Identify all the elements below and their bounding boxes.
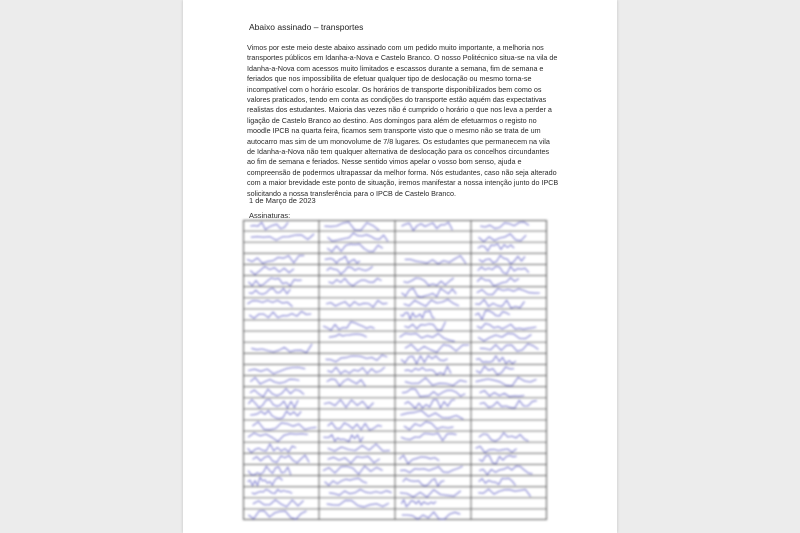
signature-scribble (326, 300, 387, 307)
signature-scribble (248, 367, 305, 373)
signature-scribble (404, 299, 459, 306)
signature-scribble (405, 400, 456, 409)
signature-scribble (325, 256, 360, 263)
signature-scribble (401, 433, 457, 440)
signature-scribble (479, 433, 528, 441)
signatures-label: Assinaturas: (249, 211, 291, 220)
signature-scribble (478, 489, 530, 496)
signature-scribble (405, 366, 452, 374)
signature-scribble (479, 234, 527, 242)
signature-scribble (401, 356, 448, 364)
signature-scribble (479, 256, 525, 264)
signature-scribble (252, 422, 316, 430)
signature-scribble (404, 278, 454, 285)
signature-scribble (480, 344, 539, 351)
signature-scribble (248, 278, 301, 286)
signature-scribble (325, 478, 367, 485)
signature-scribble (328, 233, 388, 241)
signature-scribble (251, 344, 312, 353)
document-body: Vimos por este meio deste abaixo assinado com um pedido muito importante, a melhoria nos transportes públicos em Idanha-a-Nova e Castelo Branco. O nosso Politécnico situa-se na vila de Idanha-a-Nova com acessos muito limitados e escassos durante a semana, fim de semana e feriados que nos impossibilita de efetuar qualquer tipo de deslocação ou mesmo torna-se incompatível com o horário escolar. Os horários de transporte disponibilizados bem como os valores praticados, tendo em conta as condições do transporte estão aquém das expectativas realistas dos estudantes. Maioria das vezes não é cumprido o horário o que nos leva a perder a ligação de Castelo Branco ao destino. Aos domingos para além de efetuarmos o registo no moodle IPCB na quarta feira, ficamos sem transporte visto que o mesmo não se trata de um autocarro mas sim de um monovolume de 7/8 lugares. Os estudantes que permanecem na vila de Idanha-a-Nova não tem qualquer alternativa de deslocação para os concelhos circundantes ao fim de semana e feriados. Nesse sentido vimos apelar o vosso bom senso, ajuda e compreensão de podermos ultrapassar da melhor forma. Nós estudantes, caso não seja alterado com a maior brevidade este ponto de situação, iremos manifestar a nossa intenção junto do IPCB solicitando a nossa transferência para o IPCB de Castelo Branco. (247, 43, 559, 198)
signature-scribble (323, 435, 363, 442)
signatures-table (243, 220, 547, 520)
signature-scribble (400, 490, 461, 497)
signature-scribble (248, 477, 283, 485)
signature-scribble (251, 234, 314, 240)
signature-scribble (405, 344, 469, 352)
signature-scribble (476, 377, 537, 386)
signature-scribble (328, 456, 380, 463)
signature-scribble (253, 455, 310, 463)
signature-scribble (400, 311, 434, 319)
signature-scribble (250, 378, 299, 384)
signature-scribble (402, 288, 457, 297)
signature-scribble (405, 378, 467, 386)
signature-scribble (400, 466, 463, 472)
signature-scribble (249, 311, 311, 318)
signature-scribble (402, 512, 460, 519)
signature-scribble (480, 400, 537, 408)
signature-scribble (327, 379, 366, 386)
signature-scribble (479, 478, 516, 485)
signature-scribble (250, 222, 288, 229)
document-date: 1 de Março de 2023 (249, 196, 316, 205)
signature-scribble (328, 423, 382, 430)
signature-scribble (329, 334, 367, 337)
document-title: Abaixo assinado – transportes (249, 22, 364, 32)
signature-scribble (477, 278, 519, 286)
signature-scribble (323, 466, 383, 474)
signature-scribble (480, 391, 525, 397)
signature-scribble (248, 433, 308, 441)
signature-scribble (329, 489, 392, 495)
signature-scribble (250, 411, 301, 419)
signature-scribble (476, 356, 516, 364)
signature-scribble (478, 266, 529, 273)
signature-scribble (327, 367, 385, 374)
signature-scribble (327, 500, 389, 507)
signature-scribble (328, 444, 390, 451)
signature-scribble (250, 389, 304, 397)
signature-scribble (324, 400, 374, 409)
signature-scribble (479, 456, 517, 464)
signature-scribble (404, 322, 445, 330)
signature-scribble (252, 489, 292, 494)
signature-scribble (476, 446, 517, 452)
document-page (183, 0, 617, 533)
signature-scribble (402, 222, 453, 230)
signature-scribble (326, 355, 388, 362)
signature-scribble (250, 266, 294, 274)
signature-scribble (248, 466, 291, 475)
signature-scribble (403, 478, 445, 486)
signature-scribble (327, 266, 373, 274)
signature-scribble (249, 288, 291, 294)
signature-scribble (477, 289, 540, 295)
signature-scribble (478, 244, 514, 251)
signature-scribble (329, 278, 382, 286)
signature-scribble (324, 222, 379, 230)
signature-scribble (401, 411, 464, 420)
signature-scribble (476, 366, 514, 374)
signature-scribble (402, 389, 465, 397)
signature-scribble (399, 455, 439, 463)
signature-scribble (247, 256, 304, 264)
signature-scribble (475, 300, 524, 308)
signature-scribble (327, 244, 383, 252)
signature-scribble (323, 322, 374, 330)
signature-scribble (477, 324, 536, 330)
signature-scribble (248, 400, 298, 409)
signature-scribble (253, 500, 304, 507)
signature-scribble (248, 444, 296, 453)
signature-scribble (405, 256, 466, 264)
signature-scribble (480, 222, 529, 228)
signature-scribble (478, 333, 531, 341)
signature-scribble (401, 500, 436, 507)
signature-scribble (248, 511, 306, 519)
signature-scribble (400, 333, 455, 341)
signature-scribble (248, 300, 293, 306)
signature-scribble (404, 422, 453, 430)
signature-scribble (479, 466, 532, 474)
signature-scribble (475, 311, 510, 320)
signatures-grid (243, 220, 547, 520)
